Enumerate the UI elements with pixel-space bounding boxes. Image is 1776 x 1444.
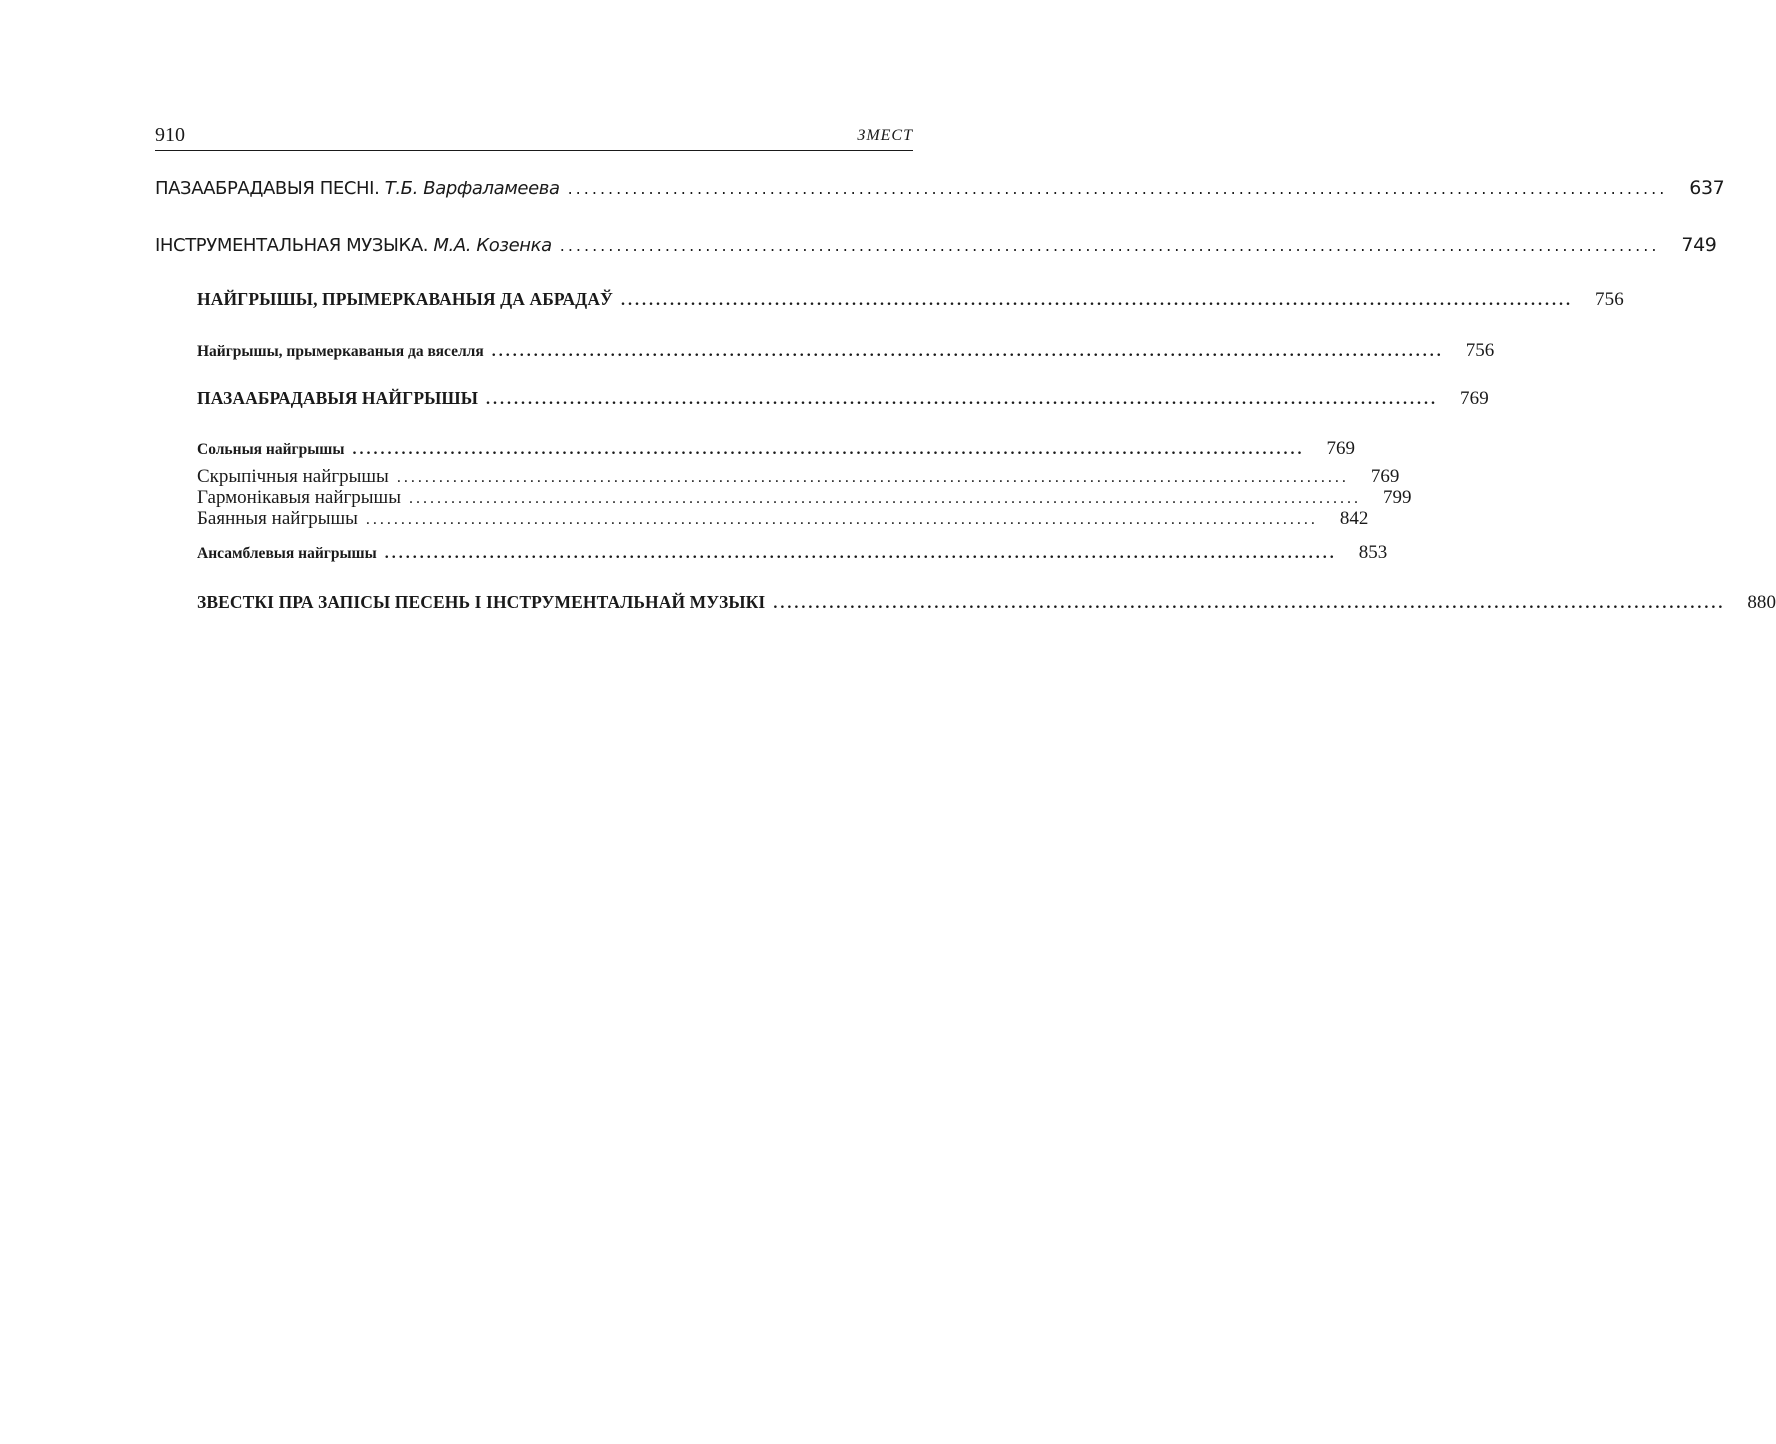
- toc-entry-wedding-tunes[interactable]: [197, 340, 1495, 362]
- toc-entry-title: ЗВЕСТКІ ПРА ЗАПІСЫ ПЕСЕНЬ І ІНСТРУМЕНТАЛЬНАЙ МУЗЫКІ: [197, 592, 766, 612]
- toc-entry-page: 842: [1339, 508, 1369, 529]
- toc-entry-page: 749: [1681, 234, 1717, 256]
- page-header: [155, 124, 913, 151]
- dot-leader: ........................................................................................................................................: [486, 391, 1439, 408]
- toc-entry-title: Найгрышы, прымеркаваныя да вяселля: [197, 343, 484, 360]
- dot-leader: ........................................................................................................................................: [773, 595, 1726, 612]
- toc-entry-title: Ансамблевыя найгрышы: [197, 545, 377, 562]
- toc-entry-page: 756: [1465, 340, 1495, 361]
- dot-leader: ........................................................................................................................................: [384, 545, 1337, 562]
- toc-entry-page: 637: [1689, 177, 1725, 199]
- toc-entry-title: ІНСТРУМЕНТАЛЬНАЯ МУЗЫКА. М.А. Козенка: [155, 235, 552, 256]
- dot-leader: ........................................................................................................................................: [621, 292, 1573, 309]
- dot-leader: ........................................................................................................................................: [491, 343, 1444, 360]
- toc-entry-title: Баянныя найгрышы: [197, 508, 358, 529]
- toc-entry-bayan-tunes[interactable]: [197, 508, 1369, 530]
- toc-entry-title: Гармонікавыя найгрышы: [197, 487, 401, 508]
- dot-leader: ........................................................................................................................................: [567, 179, 1668, 198]
- dot-leader: ........................................................................................................................................: [408, 490, 1361, 507]
- toc-entry-title: ПАЗААБРАДАВЫЯ ПЕСНІ. Т.Б. Варфаламеева: [155, 178, 560, 199]
- toc-entry-page: 853: [1358, 542, 1388, 563]
- toc-entry-folk-songs[interactable]: [155, 177, 1725, 199]
- toc-entry-page: 769: [1460, 388, 1489, 409]
- toc-entry-author: М.А. Козенка: [433, 235, 552, 256]
- toc-entry-page: 769: [1326, 438, 1355, 459]
- toc-entry-ritual-tunes[interactable]: [197, 289, 1624, 311]
- dot-leader: ........................................................................................................................................: [365, 511, 1318, 528]
- toc-entry-page: 756: [1595, 289, 1624, 310]
- toc-entry-title: ПАЗААБРАДАВЫЯ НАЙГРЫШЫ: [197, 388, 479, 408]
- toc-entry-accordion-tunes[interactable]: [197, 487, 1412, 509]
- toc-entry-title: НАЙГРЫШЫ, ПРЫМЕРКАВАНЫЯ ДА АБРАДАЎ: [197, 289, 613, 309]
- toc-entry-violin-tunes[interactable]: [197, 466, 1400, 488]
- dot-leader: ........................................................................................................................................: [352, 441, 1305, 458]
- toc-entry-title: Скрыпічныя найгрышы: [197, 466, 389, 487]
- toc-entry-page: 769: [1370, 466, 1400, 487]
- toc-entry-solo-tunes[interactable]: [197, 438, 1355, 460]
- running-title: ЗМЕСТ: [857, 127, 913, 144]
- page-number: 910: [155, 124, 185, 146]
- toc-entry-recording-info[interactable]: [197, 592, 1776, 614]
- toc-entry-page: 880: [1747, 592, 1776, 613]
- toc-entry-title: Сольныя найгрышы: [197, 441, 345, 458]
- toc-entry-non-ritual-tunes[interactable]: [197, 388, 1489, 410]
- toc-entry-instrumental-music[interactable]: [155, 234, 1717, 256]
- toc-entry-page: 799: [1382, 487, 1412, 508]
- toc-entry-ensemble-tunes[interactable]: [197, 542, 1388, 564]
- toc-entry-author: Т.Б. Варфаламеева: [384, 178, 560, 199]
- dot-leader: ........................................................................................................................................: [396, 469, 1349, 486]
- dot-leader: ........................................................................................................................................: [559, 236, 1660, 255]
